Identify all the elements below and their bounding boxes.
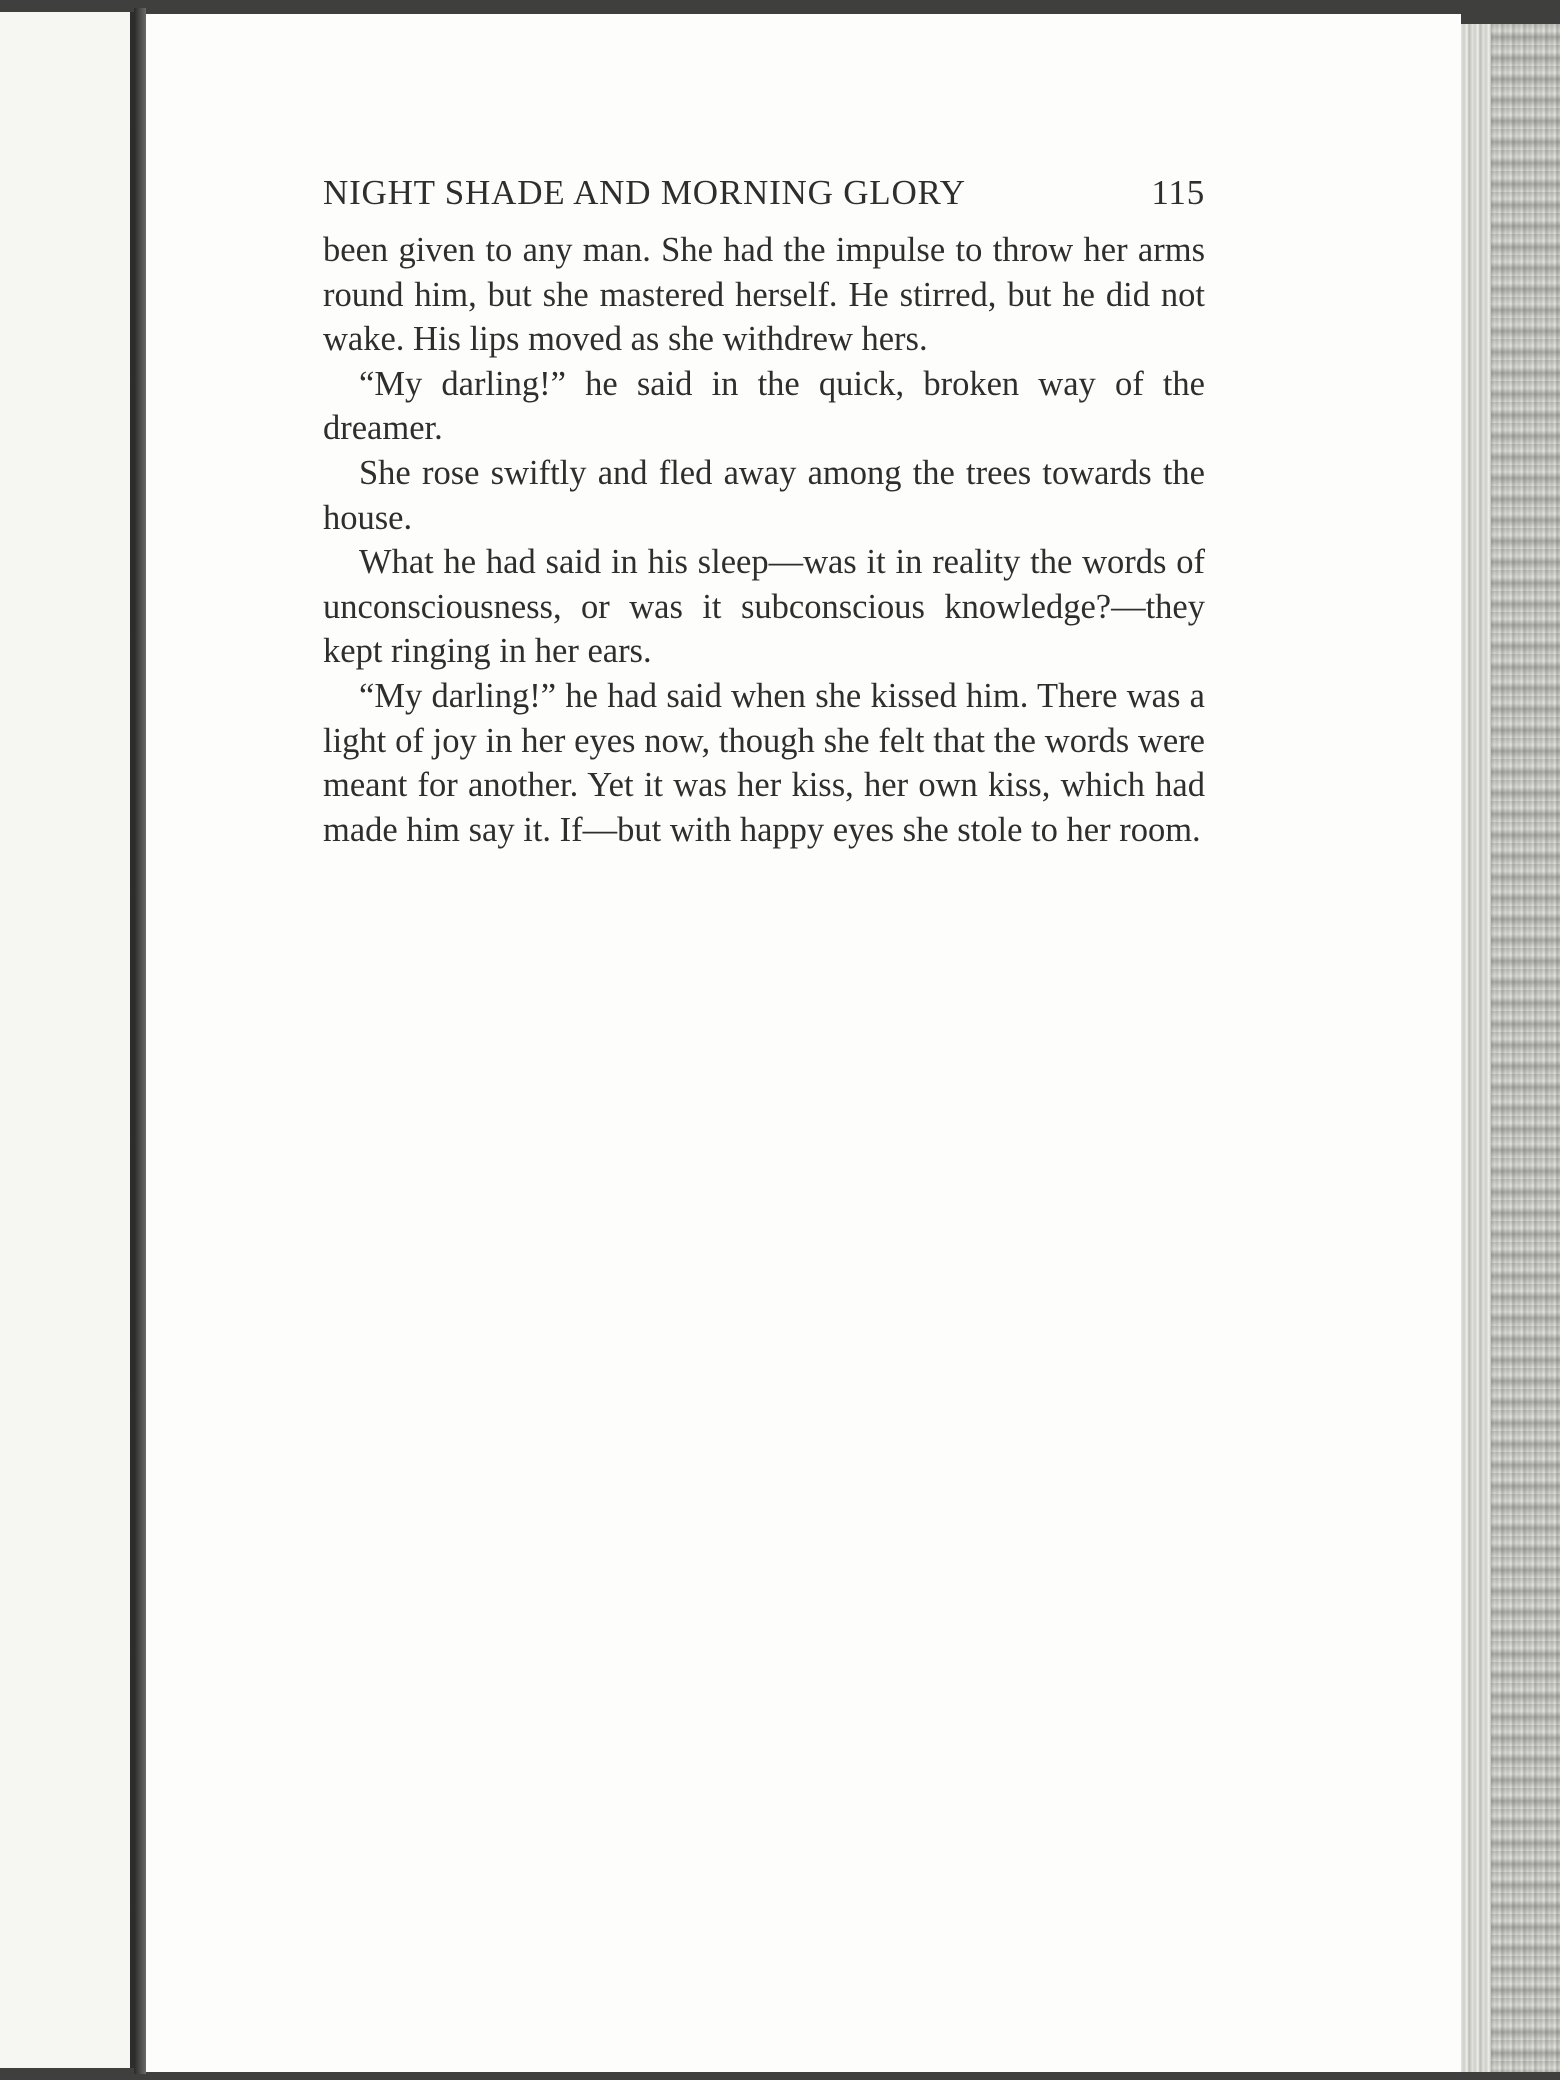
paragraph: What he had said in his sleep—was it in reality the words of unconsciousness, or was it subconscious knowledge?—they kept ringing in her ears. [323,543,1205,671]
facing-page-edge [0,12,134,2068]
book-page [146,14,1461,2072]
paragraph: been given to any man. She had the impulse to throw her arms round him, but she mastered herself. He stirred, but he did not wake. His lips moved as she withdrew hers. [323,231,1205,359]
body-text [323,228,1205,852]
page-edges [1461,24,1560,2072]
paragraph: She rose swiftly and fled away among the trees towards the house. [323,453,1205,537]
paragraph: “My darling!” he said in the quick, broken way of the dreamer. [323,364,1205,448]
book-gutter [134,8,146,2074]
paragraph: “My darling!” he had said when she kissed him. There was a light of joy in her eyes now, though she felt that the words were meant for another. Yet it was her kiss, her own kiss, which had made him say it. If—but with happy eyes she stole to her room. [323,676,1205,849]
text-block [323,158,1205,852]
page-number: 115 [1151,173,1205,212]
running-head-title: NIGHT SHADE AND MORNING GLORY [323,173,966,212]
running-head [323,158,1205,228]
